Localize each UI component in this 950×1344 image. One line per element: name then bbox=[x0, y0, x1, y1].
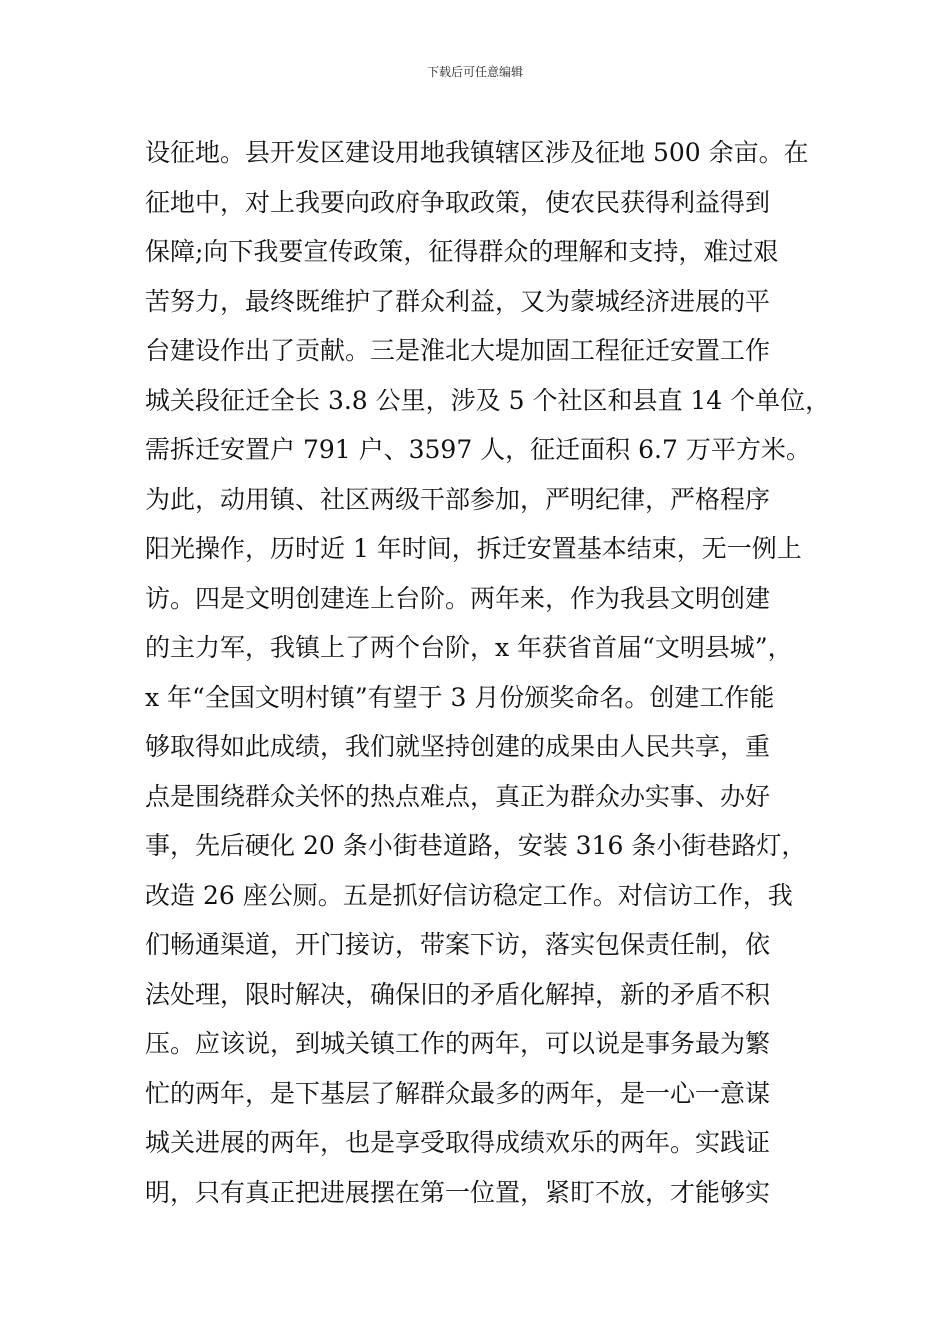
text-line: 需拆迁安置户 791 户、3597 人，征迁面积 6.7 万平方米。 bbox=[145, 435, 811, 464]
text-line: 够取得如此成绩，我们就坚持创建的成果由人民共享，重 bbox=[145, 732, 771, 761]
text-line: 明，只有真正把进展摆在第一位置，紧盯不放，才能够实 bbox=[145, 1177, 771, 1207]
text-line: 的主力军，我镇上了两个台阶，x 年获省首届“文明县城”， bbox=[145, 633, 793, 662]
text-line: 城关段征迁全长 3.8 公里，涉及 5 个社区和县直 14 个单位， bbox=[145, 385, 831, 415]
text-line: 法处理，限时解决，确保旧的矛盾化解掉，新的矛盾不积 bbox=[145, 979, 771, 1009]
text-line: 阳光操作，历时近 1 年时间，拆迁安置基本结束，无一例上 bbox=[145, 534, 802, 563]
text-line: 点是围绕群众关怀的热点难点，真正为群众办实事、办好 bbox=[145, 781, 771, 811]
text-line: 台建设作出了贡献。三是淮北大堤加固工程征迁安置工作 bbox=[145, 336, 771, 365]
text-line: 设征地。县开发区建设用地我镇辖区涉及征地 500 余亩。在 bbox=[145, 138, 809, 167]
text-line: 改造 26 座公厕。五是抓好信访稳定工作。对信访工作，我 bbox=[145, 880, 793, 910]
body-paragraph bbox=[145, 128, 831, 1217]
text-line: 事，先后硬化 20 条小街巷道路，安装 316 条小街巷路灯， bbox=[145, 831, 807, 860]
text-line: 忙的两年，是下基层了解群众最多的两年，是一心一意谋 bbox=[145, 1078, 771, 1108]
text-line: 访。四是文明创建连上台阶。两年来，作为我县文明创建 bbox=[145, 583, 771, 613]
page-header: 下载后可任意编辑 bbox=[426, 65, 523, 79]
text-line: 为此，动用镇、社区两级干部参加，严明纪律，严格程序 bbox=[145, 484, 771, 514]
text-line: 们畅通渠道，开门接访，带案下访，落实包保责任制，依 bbox=[145, 930, 771, 959]
text-line: 压。应该说，到城关镇工作的两年，可以说是事务最为繁 bbox=[145, 1029, 771, 1058]
text-line: 苦努力，最终既维护了群众利益，又为蒙城经济进展的平 bbox=[145, 286, 771, 316]
text-line: 保障;向下我要宣传政策，征得群众的理解和支持，难过艰 bbox=[145, 237, 779, 266]
text-line: 城关进展的两年，也是享受取得成绩欢乐的两年。实践证 bbox=[145, 1128, 771, 1157]
text-line: x 年“全国文明村镇”有望于 3 月份颁奖命名。创建工作能 bbox=[145, 682, 775, 712]
text-line: 征地中，对上我要向政府争取政策，使农民获得利益得到 bbox=[145, 187, 771, 217]
